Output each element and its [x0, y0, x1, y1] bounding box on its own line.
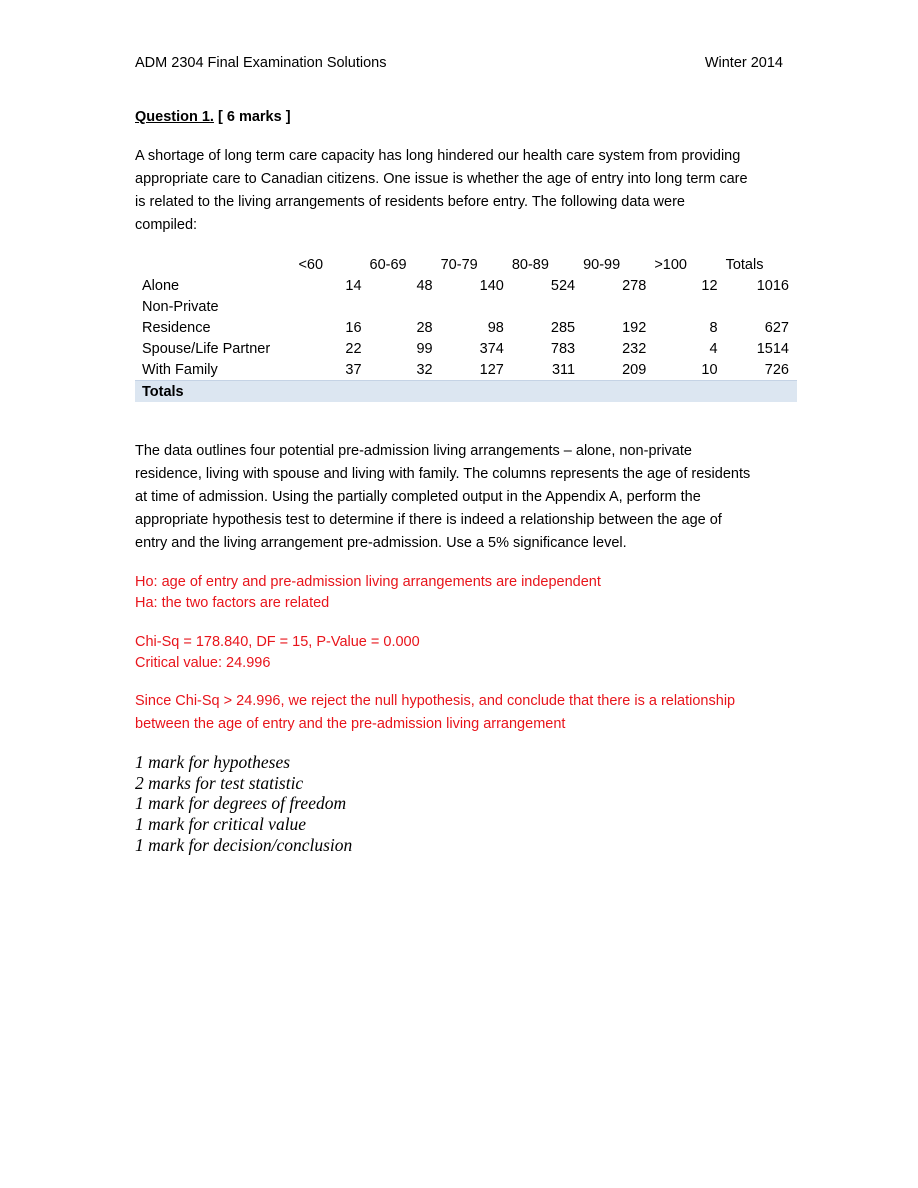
- table-cell: [441, 296, 512, 317]
- table-cell: 1016: [756, 277, 789, 294]
- table-cell: 127: [479, 361, 504, 378]
- row-label: Spouse/Life Partner: [142, 340, 271, 357]
- table-cell: 22: [345, 340, 362, 357]
- table-row: [135, 338, 797, 359]
- table-cell: 209: [622, 361, 647, 378]
- description-line: The data outlines four potential pre-admission living arrangements – alone, non-private: [135, 443, 692, 459]
- totals-row: [135, 381, 797, 403]
- column-header: 90-99: [583, 256, 621, 273]
- table-cell: 627: [764, 319, 789, 336]
- question-number: Question 1.: [135, 109, 214, 125]
- description-line: appropriate hypothesis test to determine if there is indeed a relationship between the age of: [135, 512, 722, 528]
- intro-line: A shortage of long term care capacity has long hindered our health care system from providing: [135, 148, 741, 164]
- table-cell: 10: [701, 361, 718, 378]
- term-label: Winter 2014: [704, 55, 783, 71]
- intro-line: appropriate care to Canadian citizens. One issue is whether the age of entry into long term care: [135, 171, 748, 187]
- conclusion-line: between the age of entry and the pre-admission living arrangement: [135, 716, 566, 732]
- table-cell: 726: [764, 361, 789, 378]
- chi-square-result: Chi-Sq = 178.840, DF = 15, P-Value = 0.000: [135, 634, 420, 650]
- row-label: Residence: [142, 319, 211, 336]
- row-label: Alone: [142, 277, 180, 294]
- intro-paragraph: [135, 145, 785, 237]
- course-title: ADM 2304 Final Examination Solutions: [135, 55, 387, 71]
- table-cell: 374: [479, 340, 504, 357]
- table-cell: 8: [709, 319, 718, 336]
- table-cell: [512, 296, 583, 317]
- table-cell: 4: [709, 340, 718, 357]
- table-cell: 192: [622, 319, 647, 336]
- table-cell: [298, 296, 369, 317]
- column-header: <60: [298, 256, 324, 273]
- column-header: 80-89: [511, 256, 549, 273]
- critical-value: Critical value: 24.996: [135, 654, 271, 671]
- table-cell: 16: [345, 319, 362, 336]
- table-cell: 783: [550, 340, 576, 357]
- description-line: entry and the living arrangement pre-admission. Use a 5% significance level.: [135, 535, 627, 551]
- marking-item: 2 marks for test statistic: [135, 772, 304, 793]
- question-marks: [ 6 marks ]: [213, 109, 291, 125]
- table-header-row: [135, 254, 797, 275]
- table-row: [135, 296, 797, 317]
- description-line: residence, living with spouse and living with family. The columns represents the age of residents: [135, 466, 751, 482]
- table-row: [135, 317, 797, 338]
- column-header: >100: [654, 256, 687, 273]
- table-cell: 48: [416, 277, 433, 294]
- marking-item: 1 mark for critical value: [135, 814, 307, 835]
- table-cell: [726, 296, 797, 317]
- intro-line: is related to the living arrangements of residents before entry. The following data were: [135, 194, 685, 210]
- table-cell: 32: [416, 361, 433, 378]
- intro-line: compiled:: [135, 217, 198, 233]
- alt-hypothesis: Ha: the two factors are related: [135, 594, 330, 611]
- question-title: [135, 109, 291, 125]
- table-cell: 232: [622, 340, 647, 357]
- table-cell: 28: [416, 319, 433, 336]
- description-line: at time of admission. Using the partially completed output in the Appendix A, perform the: [135, 489, 701, 505]
- table-cell: 1514: [756, 340, 789, 357]
- table-cell: 285: [550, 319, 576, 336]
- table-cell: [370, 296, 441, 317]
- table-row: [135, 275, 797, 296]
- marking-scheme: [135, 752, 352, 856]
- table-cell: 98: [487, 319, 504, 336]
- marking-item: 1 mark for decision/conclusion: [135, 834, 353, 855]
- table-cell: 311: [551, 361, 576, 378]
- hypotheses-answer: [135, 572, 785, 613]
- row-label: With Family: [142, 361, 218, 378]
- conclusion-line: Since Chi-Sq > 24.996, we reject the null hypothesis, and conclude that there is a relationship: [135, 693, 736, 709]
- conclusion-answer: [135, 690, 785, 736]
- contingency-table: [135, 254, 797, 402]
- column-header: 70-79: [440, 256, 478, 273]
- table-row: [135, 359, 797, 381]
- marking-item: 1 mark for hypotheses: [135, 752, 291, 772]
- table-cell: 140: [479, 277, 504, 294]
- row-label: Non-Private: [142, 298, 219, 315]
- description-paragraph: [135, 440, 785, 555]
- table-cell: [583, 296, 654, 317]
- table-cell: 278: [622, 277, 647, 294]
- test-statistic-answer: [135, 632, 785, 673]
- table-cell: 37: [345, 361, 362, 378]
- column-header: Totals: [725, 256, 764, 273]
- totals-label: Totals: [135, 381, 298, 403]
- table-cell: 12: [701, 277, 718, 294]
- column-header: 60-69: [369, 256, 407, 273]
- null-hypothesis: Ho: age of entry and pre-admission living arrangements are independent: [135, 574, 601, 590]
- table-cell: [654, 296, 725, 317]
- table-cell: 14: [345, 277, 362, 294]
- table-cell: 99: [416, 340, 433, 357]
- table-cell: 524: [550, 277, 576, 294]
- marking-item: 1 mark for degrees of freedom: [135, 793, 347, 814]
